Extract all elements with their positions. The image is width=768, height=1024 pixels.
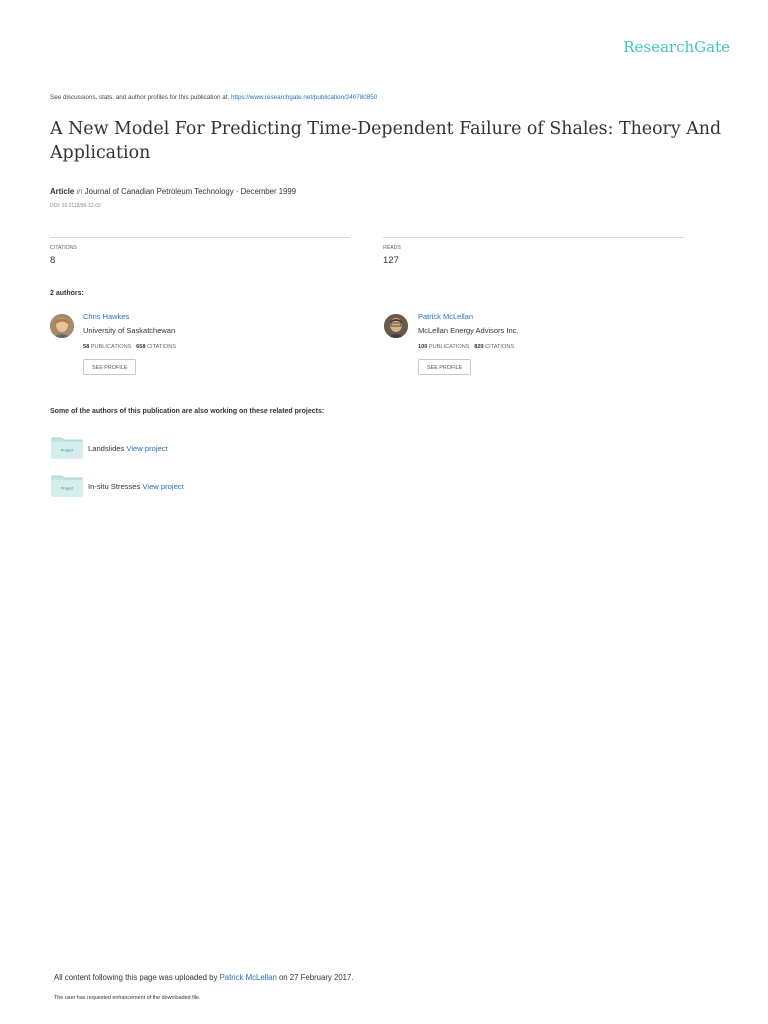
upload-date: on 27 February 2017. xyxy=(278,973,354,982)
project-name: Landslides xyxy=(88,444,125,453)
publications-label: PUBLICATIONS xyxy=(90,344,132,350)
project-folder-icon xyxy=(51,473,83,497)
researchgate-logo[interactable]: ResearchGate xyxy=(623,38,730,56)
in-label: in xyxy=(76,187,83,196)
article-type: Article xyxy=(50,187,75,196)
journal-name: Journal of Canadian Petroleum Technology · December 1999 xyxy=(84,187,297,196)
project-item xyxy=(88,482,184,491)
publication-meta xyxy=(50,187,296,196)
see-profile-button[interactable]: SEE PROFILE xyxy=(418,359,471,375)
project-folder-icon xyxy=(51,435,83,459)
author-citations-label: CITATIONS xyxy=(147,344,177,350)
authors-heading: 2 authors: xyxy=(50,290,84,297)
publication-title: A New Model For Predicting Time-Dependent Failure of Shales: Theory And Application xyxy=(50,119,722,163)
citations-count: 8 xyxy=(50,255,56,266)
discussion-text: See discussions, stats, and author profiles for this publication at: xyxy=(50,94,230,101)
related-projects-heading: Some of the authors of this publication are also working on these related projects: xyxy=(50,408,325,415)
publications-count: 100 xyxy=(418,344,428,350)
view-project-link[interactable]: View project xyxy=(126,444,168,453)
project-name: In-situ Stresses xyxy=(88,482,141,491)
upload-prefix: All content following this page was uploaded by xyxy=(54,973,218,982)
publications-count: 58 xyxy=(83,344,90,350)
doi: DOI: 10.2118/99-12-02 xyxy=(50,203,101,209)
avatar-photo xyxy=(384,314,408,338)
avatar-photo xyxy=(50,314,74,338)
upload-note xyxy=(54,973,354,982)
avatar[interactable] xyxy=(384,314,408,338)
citations-label: CITATIONS xyxy=(50,245,77,251)
author-stats xyxy=(418,344,514,350)
citations-divider xyxy=(50,237,350,238)
author-affiliation: McLellan Energy Advisors Inc. xyxy=(418,326,519,335)
publication-url-link[interactable]: https://www.researchgate.net/publication/240780850 xyxy=(230,94,378,101)
reads-count: 127 xyxy=(383,255,399,266)
author-citations-label: CITATIONS xyxy=(485,344,515,350)
reads-divider xyxy=(383,237,684,238)
reads-label: READS xyxy=(383,245,401,251)
see-profile-button[interactable]: SEE PROFILE xyxy=(83,359,136,375)
publications-label: PUBLICATIONS xyxy=(428,344,470,350)
project-item xyxy=(88,444,168,453)
discussion-line xyxy=(50,94,377,101)
avatar[interactable] xyxy=(50,314,74,338)
author-citations-count: 658 xyxy=(136,344,146,350)
view-project-link[interactable]: View project xyxy=(142,482,184,491)
author-citations-count: 829 xyxy=(474,344,484,350)
uploader-link[interactable]: Patrick McLellan xyxy=(219,973,277,982)
author-name-link[interactable]: Patrick McLellan xyxy=(418,312,474,321)
author-stats xyxy=(83,344,176,350)
author-affiliation: University of Saskatchewan xyxy=(83,326,176,335)
project-icon-label: Project xyxy=(60,485,74,491)
project-icon-label: Project xyxy=(60,447,74,453)
author-name-link[interactable]: Chris Hawkes xyxy=(83,312,130,321)
enhancement-note: The user has requested enhancement of the downloaded file. xyxy=(54,995,201,1001)
